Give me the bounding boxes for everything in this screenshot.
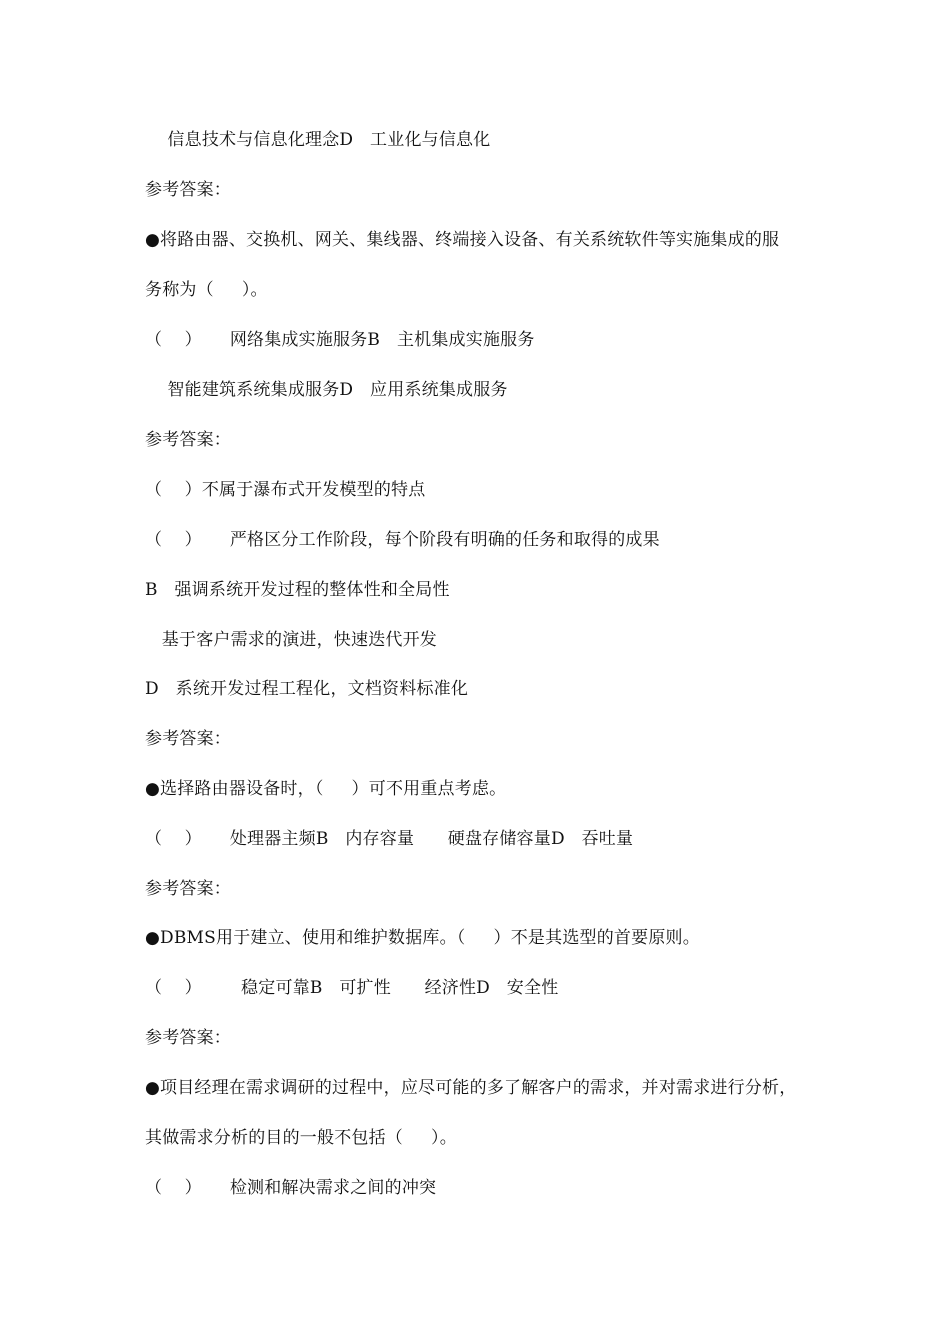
option-line-a-d: （ ） 稳定可靠B 可扩性 经济性D 安全性 — [145, 978, 559, 998]
option-line-b: B 强调系统开发过程的整体性和全局性 — [145, 580, 450, 600]
option-line-a-b: （ ） 网络集成实施服务B 主机集成实施服务 — [145, 330, 535, 350]
option-line-a: （ ） 检测和解决需求之间的冲突 — [145, 1178, 437, 1198]
option-line-c: 基于客户需求的演进，快速迭代开发 — [145, 630, 438, 650]
option-line-a: （ ） 严格区分工作阶段，每个阶段有明确的任务和取得的成果 — [145, 530, 660, 550]
question-text: ●将路由器、交换机、网关、集线器、终端接入设备、有关系统软件等实施集成的服 — [145, 230, 780, 250]
reference-answer-label: 参考答案： — [145, 1028, 231, 1048]
question-text-continued: 务称为（ ）。 — [145, 280, 268, 300]
reference-answer-label: 参考答案： — [145, 729, 231, 749]
question-text: ●项目经理在需求调研的过程中，应尽可能的多了解客户的需求，并对需求进行分析， — [145, 1078, 797, 1098]
option-line-c-d: 智能建筑系统集成服务D 应用系统集成服务 — [145, 380, 508, 400]
option-line-c-d: 信息技术与信息化理念D 工业化与信息化 — [145, 130, 491, 150]
question-text: （ ）不属于瀑布式开发模型的特点 — [145, 480, 426, 500]
question-text: ●选择路由器设备时，（ ）可不用重点考虑。 — [145, 779, 507, 799]
question-text-continued: 其做需求分析的目的一般不包括（ ）。 — [145, 1128, 457, 1148]
reference-answer-label: 参考答案： — [145, 879, 231, 899]
option-line-d: D 系统开发过程工程化，文档资料标准化 — [145, 679, 469, 699]
reference-answer-label: 参考答案： — [145, 430, 231, 450]
option-line-a-d: （ ） 处理器主频B 内存容量 硬盘存储容量D 吞吐量 — [145, 829, 634, 849]
question-text: ●DBMS用于建立、使用和维护数据库。（ ）不是其选型的首要原则。 — [145, 928, 700, 948]
reference-answer-label: 参考答案： — [145, 180, 231, 200]
